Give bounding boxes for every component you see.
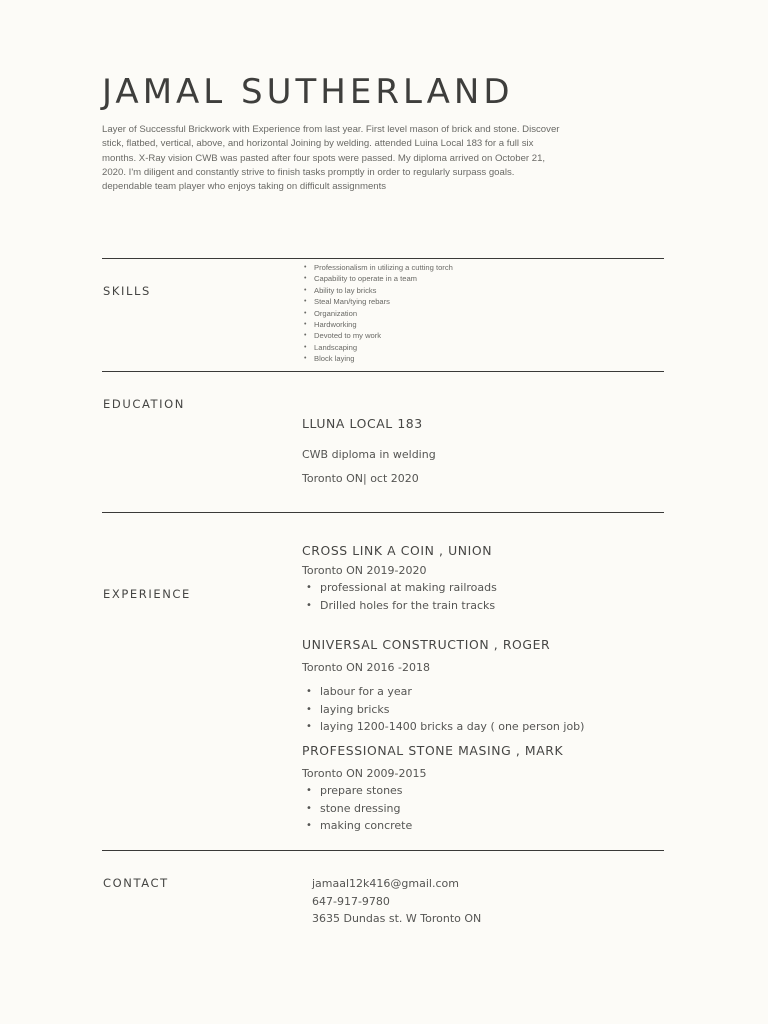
- divider-education: [102, 371, 664, 372]
- contact-phone[interactable]: 647-917-9780: [312, 894, 390, 908]
- job-org: UNIVERSAL CONSTRUCTION , ROGER: [302, 637, 551, 652]
- job-org: CROSS LINK A COIN , UNION: [302, 543, 493, 558]
- job-location-date: Toronto ON 2009-2015: [302, 767, 427, 780]
- job-bullets: [302, 579, 497, 614]
- section-title-education: EDUCATION: [103, 397, 186, 411]
- list-item: • Hardworking: [302, 319, 453, 330]
- list-item: • Professionalism in utilizing a cutting torch: [302, 262, 453, 273]
- section-title-contact: CONTACT: [103, 876, 169, 890]
- list-item: • Block laying: [302, 353, 453, 364]
- education-diploma: CWB diploma in welding: [302, 448, 436, 461]
- list-item: • Landscaping: [302, 342, 453, 353]
- job-location-date: Toronto ON 2019-2020: [302, 564, 427, 577]
- summary-paragraph: Layer of Successful Brickwork with Experience from last year. First level mason of brick and stone. Discover stick, flatbed, vertical, above, and horizontal Joining by welding. attended Luina Local 183 for a full six months. X-Ray vision CWB was pasted after four spots were passed. My diploma arrived on October 21, 2020. I'm diligent and constantly strive to finish tasks promptly in order to regularly surpass goals. dependable team player who enjoys taking on difficult assignments: [102, 124, 560, 193]
- resume-name: JAMAL SUTHERLAND: [102, 72, 514, 112]
- contact-details: [312, 875, 481, 928]
- list-item: • laying bricks: [302, 701, 584, 719]
- divider-skills: [102, 258, 664, 259]
- list-item: • Drilled holes for the train tracks: [302, 597, 497, 615]
- education-location-date: Toronto ON| oct 2020: [302, 472, 419, 485]
- list-item: • stone dressing: [302, 800, 412, 818]
- list-item: • Organization: [302, 308, 453, 319]
- contact-email[interactable]: jamaal12k416@gmail.com: [312, 877, 459, 890]
- divider-experience: [102, 512, 664, 513]
- list-item: • Ability to lay bricks: [302, 285, 453, 296]
- list-item: • laying 1200-1400 bricks a day ( one person job): [302, 718, 584, 736]
- contact-address: 3635 Dundas st. W Toronto ON: [312, 912, 482, 926]
- job-bullets: [302, 683, 584, 736]
- section-title-skills: SKILLS: [103, 284, 151, 298]
- list-item: • prepare stones: [302, 782, 412, 800]
- education-school: LLUNA LOCAL 183: [302, 416, 423, 431]
- list-item: • professional at making railroads: [302, 579, 497, 597]
- job-bullets: [302, 782, 412, 835]
- list-item: • Devoted to my work: [302, 330, 453, 341]
- list-item: • Steal Man/tying rebars: [302, 296, 453, 307]
- list-item: • Capability to operate in a team: [302, 273, 453, 284]
- list-item: • making concrete: [302, 817, 412, 835]
- job-location-date: Toronto ON 2016 -2018: [302, 661, 430, 674]
- section-title-experience: EXPERIENCE: [103, 587, 191, 601]
- job-org: PROFESSIONAL STONE MASING , MARK: [302, 743, 564, 758]
- list-item: • labour for a year: [302, 683, 584, 701]
- divider-contact: [102, 850, 664, 851]
- skills-list: [302, 262, 453, 365]
